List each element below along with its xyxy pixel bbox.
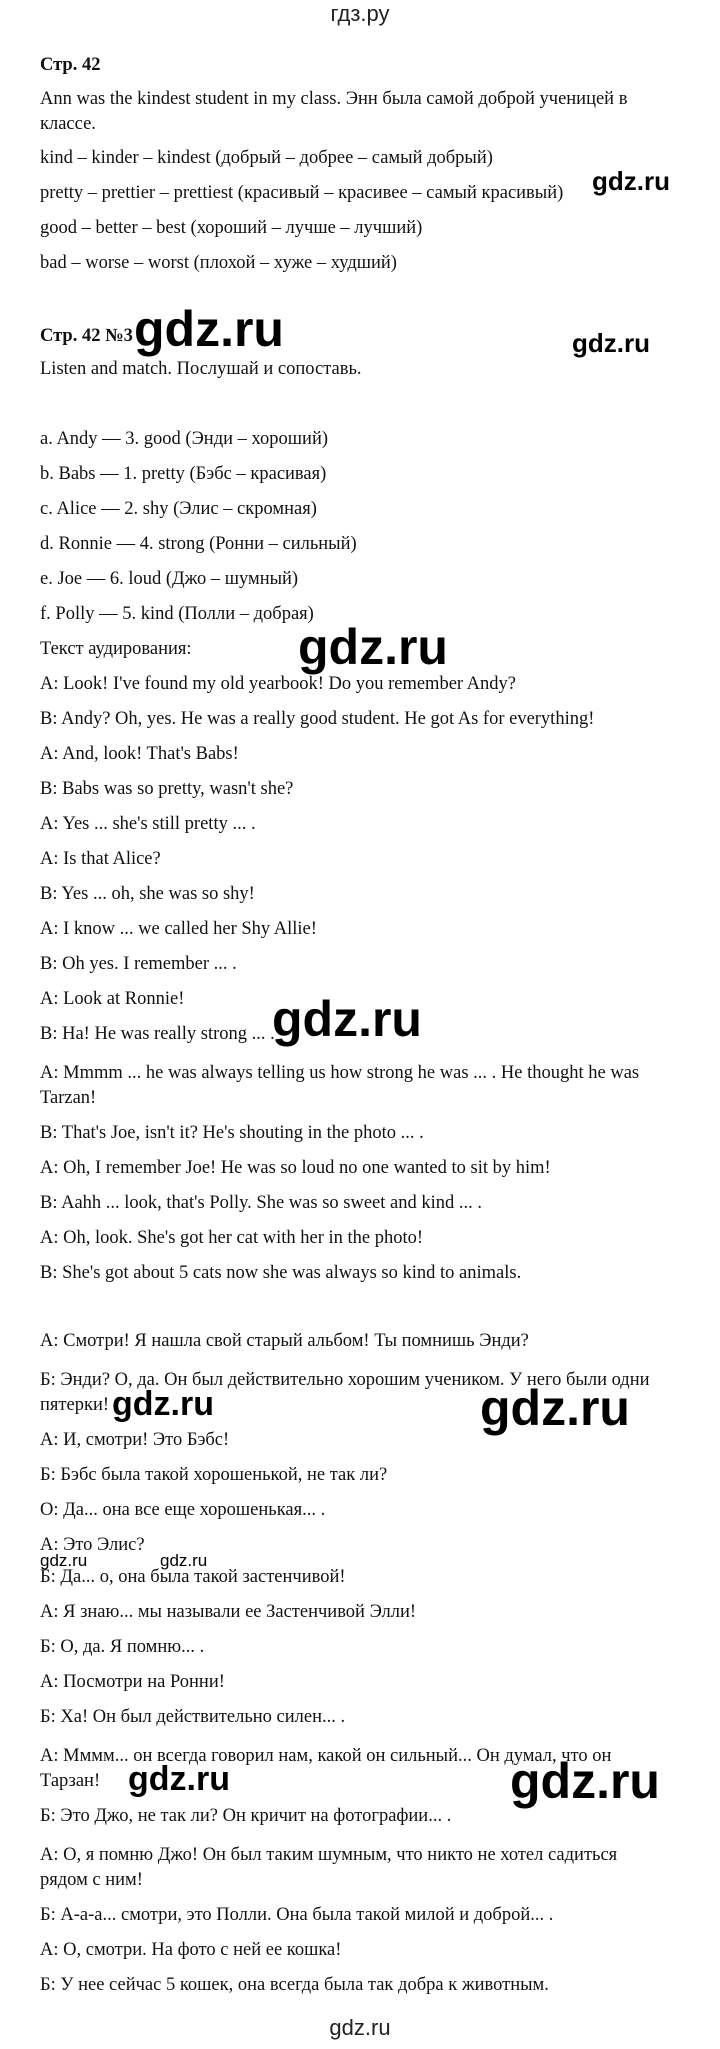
translation-line: Б: Бэбс была такой хорошенькой, не так ли?: [40, 1465, 388, 1485]
translation-line: Б: О, да. Я помню... .: [40, 1637, 205, 1657]
answer-item: c. Alice — 2. shy (Элис – скромная): [40, 499, 317, 519]
transcript-label: Текст аудирования:: [40, 639, 192, 659]
translation-line: Тарзан!: [40, 1771, 101, 1791]
watermark: gdz.ru: [40, 1551, 88, 1570]
watermark: gdz.ru: [592, 166, 670, 196]
dialogue-line: A: And, look! That's Babs!: [40, 744, 239, 764]
translation-line: А: Это Элис?: [40, 1535, 145, 1555]
watermark: gdz.ru: [510, 1753, 660, 1809]
dialogue-line: A: Is that Alice?: [40, 849, 161, 869]
answer-item: b. Babs — 1. pretty (Бэбс – красивая): [40, 464, 327, 484]
translation-line: А: О, я помню Джо! Он был таким шумным, что никто не хотел садиться: [40, 1845, 618, 1865]
watermark: gdz.ru: [128, 1760, 230, 1798]
translation-line: А: Мммм... он всегда говорил нам, какой он сильный... Он думал, что он: [40, 1746, 612, 1766]
watermark: gdz.ru: [572, 328, 650, 358]
site-header: гдз.ру: [330, 1, 390, 26]
dialogue-line: A: Oh, look. She's got her cat with her in the photo!: [40, 1228, 424, 1248]
watermark: gdz.ru: [272, 991, 422, 1047]
translation-line: А: Я знаю... мы называли ее Застенчивой Элли!: [40, 1602, 417, 1622]
dialogue-line: A: Yes ... she's still pretty ... .: [40, 814, 256, 834]
text-line: классе.: [40, 114, 96, 134]
translation-line: Б: У нее сейчас 5 кошек, она всегда была так добра к животным.: [40, 1975, 549, 1995]
translation-line: рядом с ним!: [40, 1870, 143, 1890]
dialogue-line: A: Look! I've found my old yearbook! Do you remember Andy?: [40, 674, 516, 694]
translation-line: А: Посмотри на Ронни!: [40, 1672, 225, 1692]
dialogue-line: B: That's Joe, isn't it? He's shouting in the photo ... .: [40, 1123, 424, 1143]
text-line: kind – kinder – kindest (добрый – добрее – самый добрый): [40, 148, 493, 168]
translation-line: А: О, смотри. На фото с ней ее кошка!: [40, 1940, 342, 1960]
dialogue-line: B: Yes ... oh, she was so shy!: [40, 884, 255, 904]
section-title: Стр. 42 №3: [40, 326, 133, 346]
section-title: Стр. 42: [40, 55, 101, 75]
translation-line: Б: Да... о, она была такой застенчивой!: [40, 1567, 346, 1587]
dialogue-line: B: Aahh ... look, that's Polly. She was so sweet and kind ... .: [40, 1193, 483, 1213]
dialogue-line: B: Andy? Oh, yes. He was a really good student. He got As for everything!: [40, 709, 595, 729]
translation-line: О: Да... она все еще хорошенькая... .: [40, 1500, 326, 1520]
site-footer: gdz.ru: [329, 2015, 391, 2040]
text-line: pretty – prettier – prettiest (красивый – красивее – самый красивый): [40, 183, 564, 203]
answer-item: a. Andy — 3. good (Энди – хороший): [40, 429, 329, 449]
dialogue-line: B: She's got about 5 cats now she was always so kind to animals.: [40, 1263, 522, 1283]
dialogue-line: Tarzan!: [40, 1088, 97, 1108]
instruction: Listen and match. Послушай и сопоставь.: [40, 359, 362, 379]
translation-line: Б: Ха! Он был действительно силен... .: [40, 1707, 346, 1727]
text-line: Ann was the kindest student in my class. Энн была самой доброй ученицей в: [40, 89, 628, 109]
dialogue-line: A: I know ... we called her Shy Allie!: [40, 919, 317, 939]
dialogue-line: A: Oh, I remember Joe! He was so loud no one wanted to sit by him!: [40, 1158, 551, 1178]
dialogue-line: A: Look at Ronnie!: [40, 989, 185, 1009]
answer-item: e. Joe — 6. loud (Джо – шумный): [40, 569, 299, 589]
watermark: gdz.ru: [112, 1385, 214, 1423]
text-line: bad – worse – worst (плохой – хуже – худший): [40, 253, 397, 273]
translation-line: Б: А-а-а... смотри, это Полли. Она была такой милой и доброй... .: [40, 1905, 554, 1925]
translation-line: А: Смотри! Я нашла свой старый альбом! Ты помнишь Энди?: [40, 1331, 529, 1351]
dialogue-line: B: Ha! He was really strong ... .: [40, 1024, 275, 1044]
answer-item: f. Polly — 5. kind (Полли – добрая): [40, 604, 314, 624]
dialogue-line: B: Babs was so pretty, wasn't she?: [40, 779, 294, 799]
dialogue-line: B: Oh yes. I remember ... .: [40, 954, 237, 974]
watermark: gdz.ru: [480, 1380, 630, 1436]
watermark: gdz.ru: [134, 301, 284, 357]
answer-item: d. Ronnie — 4. strong (Ронни – сильный): [40, 534, 357, 554]
translation-line: Б: Энди? О, да. Он был действительно хорошим учеником. У него были одни: [40, 1370, 650, 1390]
watermark: gdz.ru: [160, 1551, 208, 1570]
translation-line: Б: Это Джо, не так ли? Он кричит на фотографии... .: [40, 1806, 452, 1826]
text-line: good – better – best (хороший – лучше – лучший): [40, 218, 423, 238]
translation-line: пятерки!: [40, 1395, 110, 1415]
translation-line: А: И, смотри! Это Бэбс!: [40, 1430, 230, 1450]
dialogue-line: A: Mmmm ... he was always telling us how strong he was ... . He thought he was: [40, 1063, 640, 1083]
watermark: gdz.ru: [298, 619, 448, 675]
